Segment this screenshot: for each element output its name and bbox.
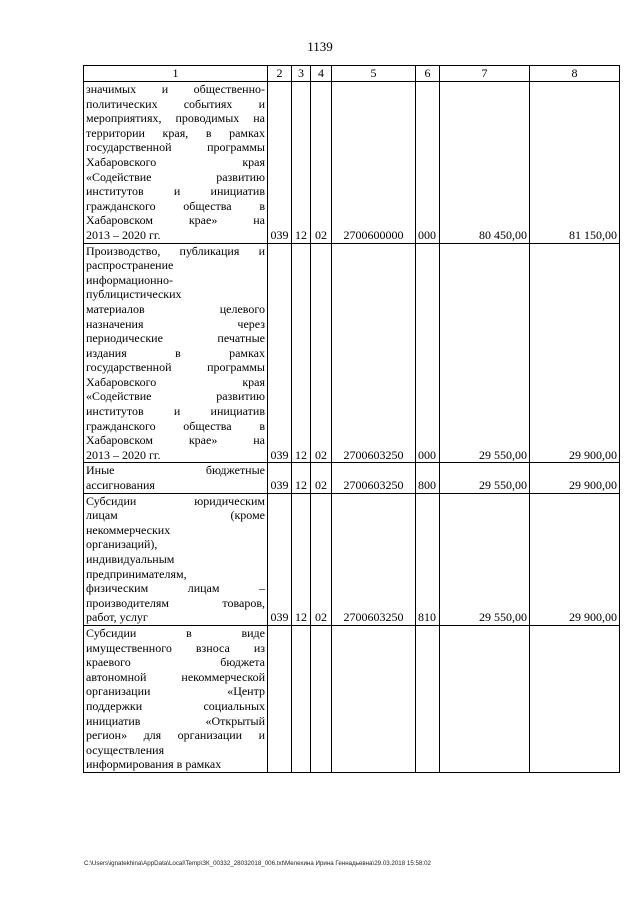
description-line: информирования в рамках <box>86 757 222 772</box>
description-line: лицам (кроме <box>86 508 265 523</box>
description-line: Хабаровском крае» на <box>86 433 265 448</box>
subsection-code <box>311 625 332 772</box>
file-path-footer: C:\Users\ignatekhina\AppData\Local\Temp\ЗК_00332_28032018_006.txt\Мелехина Ирина Геннадьевна\29.03.2018 15:58:02 <box>84 860 431 867</box>
row-description <box>84 493 268 625</box>
table-row <box>84 82 620 244</box>
section-code: 12 <box>292 82 311 244</box>
description-line: материалов целевого <box>86 301 265 316</box>
amount-year-2: 29 900,00 <box>530 243 620 463</box>
row-description <box>84 463 268 493</box>
table-row <box>84 625 620 772</box>
description-line: публицистических <box>86 287 182 302</box>
description-line: Субсидии в виде <box>86 625 265 640</box>
ministry-code: 039 <box>268 493 292 625</box>
target-article-code <box>332 625 416 772</box>
description-line: Хабаровском крае» на <box>86 213 265 228</box>
description-line: организации «Центр <box>86 684 265 699</box>
description-line: назначения через <box>86 316 265 331</box>
description-line: осуществления <box>86 742 165 757</box>
description-line: регион» для организации и <box>86 728 265 743</box>
subsection-code: 02 <box>311 493 332 625</box>
description-line: гражданского общества в <box>86 418 265 433</box>
subsection-code: 02 <box>311 243 332 463</box>
section-code: 12 <box>292 243 311 463</box>
expense-type-code: 810 <box>416 493 440 625</box>
amount-year-1: 29 550,00 <box>440 463 530 493</box>
description-line: индивидуальным <box>86 552 175 566</box>
subsection-code: 02 <box>311 463 332 493</box>
description-line: Хабаровского края <box>86 374 265 389</box>
target-article-code: 2700600000 <box>332 82 416 244</box>
description-line: поддержки социальных <box>86 698 265 713</box>
description-line: работ, услуг <box>86 610 148 625</box>
description-line: физическим лицам – <box>86 581 265 596</box>
description-line: организаций), <box>86 537 158 552</box>
description-line: некоммерческих <box>86 522 171 537</box>
table-row <box>84 243 620 463</box>
section-code: 12 <box>292 463 311 493</box>
description-line: информационно- <box>86 272 173 287</box>
description-line: мероприятиях, проводимых на <box>86 111 265 126</box>
amount-year-2: 29 900,00 <box>530 493 620 625</box>
subsection-code: 02 <box>311 82 332 244</box>
page-number: 1139 <box>307 39 333 54</box>
amount-year-1 <box>440 625 530 772</box>
col-header: 8 <box>530 66 620 82</box>
description-line: распространение <box>86 258 174 273</box>
description-line: «Содействие развитию <box>86 169 265 184</box>
description-line: Производство, публикация и <box>86 243 265 258</box>
description-line: институтов и инициатив <box>86 404 265 419</box>
amount-year-1: 80 450,00 <box>440 82 530 244</box>
description-line: Субсидии юридическим <box>86 493 265 508</box>
description-line: 2013 – 2020 гг. <box>86 447 161 462</box>
col-header: 6 <box>416 66 440 82</box>
description-line: территории края, в рамках <box>86 125 265 140</box>
description-line: производителям товаров, <box>86 595 265 610</box>
budget-table <box>83 65 620 773</box>
description-line: политических событиях и <box>86 96 265 111</box>
expense-type-code <box>416 625 440 772</box>
description-line: значимых и общественно- <box>86 82 265 96</box>
description-line: государственной программы <box>86 140 265 155</box>
ministry-code: 039 <box>268 243 292 463</box>
expense-type-code: 800 <box>416 463 440 493</box>
row-description <box>84 82 268 244</box>
ministry-code: 039 <box>268 82 292 244</box>
description-line: периодические печатные <box>86 331 265 346</box>
col-header: 3 <box>292 66 311 82</box>
description-line: «Содействие развитию <box>86 389 265 404</box>
ministry-code <box>268 625 292 772</box>
description-line: автономной некоммерческой <box>86 669 265 684</box>
description-line: 2013 – 2020 гг. <box>86 227 161 242</box>
section-code: 12 <box>292 493 311 625</box>
description-line: институтов и инициатив <box>86 184 265 199</box>
description-line: Хабаровского края <box>86 154 265 169</box>
description-line: ассигнования <box>86 478 155 493</box>
col-header: 4 <box>311 66 332 82</box>
description-line: краевого бюджета <box>86 655 265 670</box>
description-line: государственной программы <box>86 360 265 375</box>
header-row <box>84 66 620 82</box>
section-code <box>292 625 311 772</box>
col-header: 7 <box>440 66 530 82</box>
target-article-code: 2700603250 <box>332 243 416 463</box>
table-row <box>84 463 620 493</box>
description-line: гражданского общества в <box>86 198 265 213</box>
amount-year-2: 81 150,00 <box>530 82 620 244</box>
row-description <box>84 243 268 463</box>
col-header: 2 <box>268 66 292 82</box>
description-line: издания в рамках <box>86 345 265 360</box>
description-line: инициатив «Открытый <box>86 713 265 728</box>
row-description <box>84 625 268 772</box>
expense-type-code: 000 <box>416 243 440 463</box>
expense-type-code: 000 <box>416 82 440 244</box>
amount-year-2: 29 900,00 <box>530 463 620 493</box>
col-header: 5 <box>332 66 416 82</box>
table-row <box>84 493 620 625</box>
target-article-code: 2700603250 <box>332 463 416 493</box>
description-line: имущественного взноса из <box>86 640 265 655</box>
ministry-code: 039 <box>268 463 292 493</box>
col-header: 1 <box>84 66 268 82</box>
amount-year-1: 29 550,00 <box>440 243 530 463</box>
target-article-code: 2700603250 <box>332 493 416 625</box>
amount-year-1: 29 550,00 <box>440 493 530 625</box>
description-line: предпринимателям, <box>86 566 187 581</box>
amount-year-2 <box>530 625 620 772</box>
description-line: Иные бюджетные <box>86 463 265 478</box>
